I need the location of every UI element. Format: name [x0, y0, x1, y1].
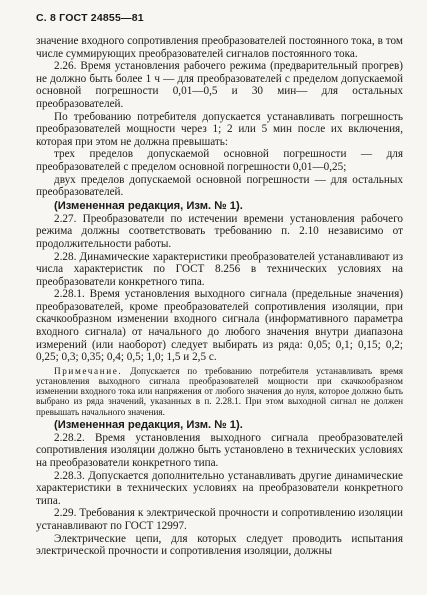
paragraph: значение входного сопротивления преобразователей постоянного тока, в том числе суммирующих преобразователей сигналов постоянного тока.: [36, 35, 403, 60]
paragraph: 2.28.1. Время установления выходного сигнала (предельные значения) преобразователей, кроме преобразователей сопротивления изоляции, при скачкообразном изменении входного сигнала (информативного параметра входного сигнала) от начального до любого значения внутри диапазона измерений (или наоборот) следует выбирать из ряда: 0,05; 0,1; 0,15; 0,2; 0,25; 0,3; 0,35; 0,4; 0,5; 1,0; 1,5 и 2,5 с.: [36, 288, 403, 364]
amendment-note: (Измененная редакция, Изм. № 1).: [54, 199, 243, 212]
paragraph: 2.26. Время установления рабочего режима (предварительный прогрев) не должно быть более 1 ч — для преобразователей с пределом допускаемой основной погрешности 0,01—0,5 и 30 мин— для остальных преобразователей.: [36, 60, 403, 110]
page-header: С. 8 ГОСТ 24855—81: [36, 12, 144, 24]
note-paragraph: [36, 366, 403, 417]
note-text: Допускается по требованию потребителя устанавливать время установления выходного сигнала преобразователей мощности при скачкообразном изменении входного тока или напряжения от любого значения до нуля, которое должно быть выбрано из ряда значений, указанных в п. 2.28.1. При этом выходной сигнал не должен превышать начального значения.: [36, 365, 403, 417]
amendment-note: (Измененная редакция, Изм. № 1).: [54, 418, 243, 431]
paragraph: двух пределов допускаемой основной погрешности — для остальных преобразователей.: [36, 173, 403, 199]
paragraph: трех пределов допускаемой основной погрешности — для преобразователей с пределом основной погрешности 0,01—0,25;: [36, 148, 403, 173]
paragraph: 2.28.3. Допускается дополнительно устанавливать другие динамические характеристики в технических условиях на преобразователи конкретного типа.: [36, 469, 403, 507]
paragraph: 2.28.2. Время установления выходного сигнала преобразователей сопротивления изоляции должно быть установлено в технических условиях на преобразователи конкретного типа.: [36, 431, 403, 470]
paragraph: 2.29. Требования к электрической прочности и сопротивлению изоляции устанавливают по ГОСТ 12997.: [36, 507, 403, 533]
paragraph: 2.28. Динамические характеристики преобразователей устанавливают из числа характеристик по ГОСТ 8.256 в технических условиях на преобразователи конкретного типа.: [36, 250, 403, 288]
paragraph: Электрические цепи, для которых следует проводить испытания электрической прочности и сопротивления изоляции, должны: [36, 532, 403, 558]
document-body: [36, 35, 403, 558]
note-label: Примечание.: [54, 365, 123, 376]
paragraph: 2.27. Преобразователи по истечении времени установления рабочего режима должны соответствовать требованию п. 2.10 независимо от продолжительности работы.: [36, 212, 403, 250]
paragraph: По требованию потребителя допускается устанавливать погрешность преобразователей мощности через 1; 2 или 5 мин после их включения, которая при этом не должна превышать:: [36, 110, 403, 148]
